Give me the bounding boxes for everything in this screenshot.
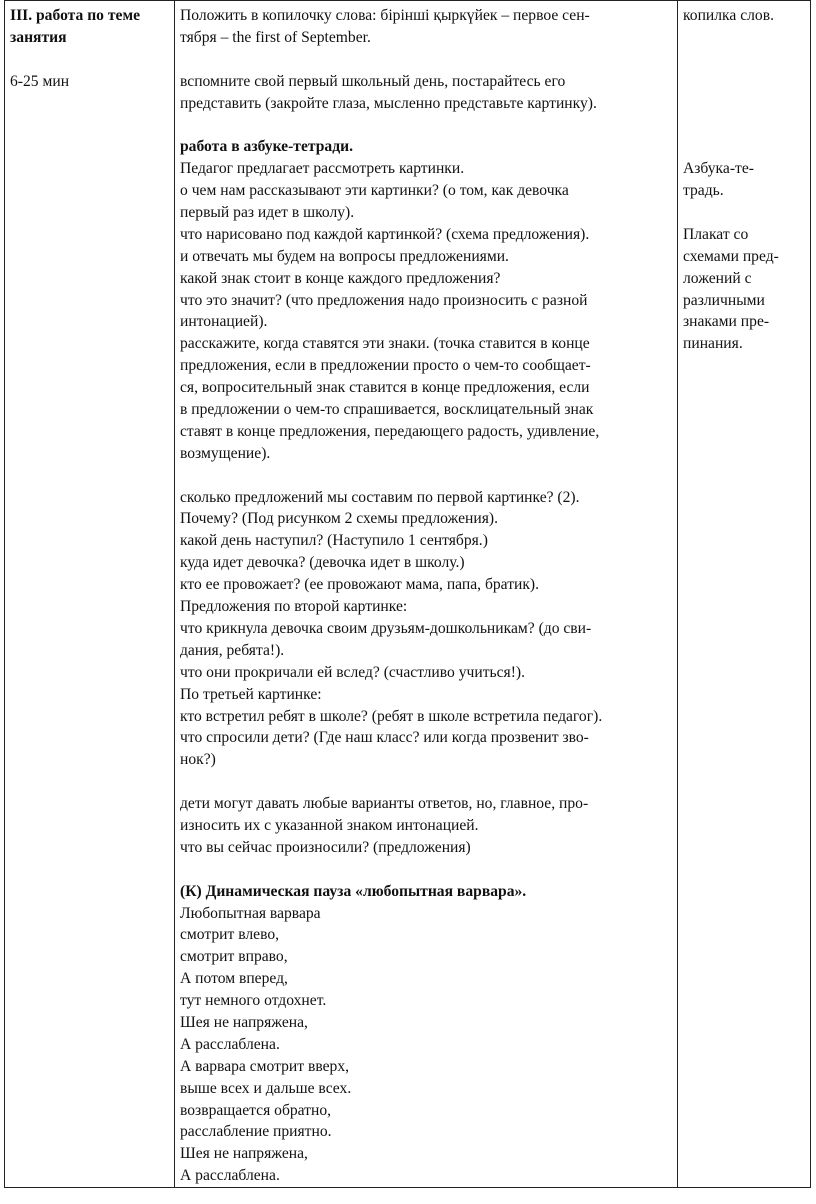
content-line: о чем нам рассказывают эти картинки? (о том, как девочка <box>180 182 569 200</box>
content-line: представить (закройте глаза, мысленно представьте картинку). <box>180 94 597 112</box>
stage-cell <box>5 1 175 1188</box>
blank-line <box>683 136 805 158</box>
content-line: что это значит? (что предложения надо произносить с разной <box>180 291 588 309</box>
resource-line: ложений с <box>683 269 752 287</box>
blank-line <box>180 771 672 793</box>
spacer <box>10 49 169 71</box>
content-line: возвращается обратно, <box>180 1101 332 1119</box>
resource-line: различными <box>683 291 765 309</box>
content-line: возмущение). <box>180 444 271 462</box>
content-line: предложения, если в предложении просто о чем-то сообщает- <box>180 357 591 375</box>
content-line: вспомните свой первый школьный день, постарайтесь его <box>180 72 566 90</box>
content-line: А потом вперед, <box>180 970 288 988</box>
lesson-plan-table <box>4 0 811 1188</box>
blank-line <box>683 27 805 49</box>
content-line: что крикнула девочка своим друзьям-дошкольникам? (до сви- <box>180 619 592 637</box>
content-line: первый раз идет в школу). <box>180 204 355 222</box>
content-line: интонацией). <box>180 313 268 331</box>
content-line: и отвечать мы будем на вопросы предложениями. <box>180 247 509 265</box>
blank-line <box>683 114 805 136</box>
content-line: что спросили дети? (Где наш класс? или когда прозвенит зво- <box>180 729 589 747</box>
resource-line: пинания. <box>683 335 743 353</box>
content-line: дания, ребята!). <box>180 641 285 659</box>
blank-line <box>180 49 672 71</box>
content-line: А расслаблена. <box>180 1035 280 1053</box>
content-line: расскажите, когда ставятся эти знаки. (точка ставится в конце <box>180 335 590 353</box>
content-line: ся, вопросительный знак ставится в конце предложения, если <box>180 379 590 397</box>
content-line: дети могут давать любые варианты ответов, но, главное, про- <box>180 795 589 813</box>
content-line: расслабление приятно. <box>180 1123 332 1141</box>
content-line: Положить в копилочку слова: бірінші қыркүйек – первое сен- <box>180 7 590 24</box>
content-line: что они прокричали ей вслед? (счастливо учиться!). <box>180 663 526 681</box>
content-line: кто встретил ребят в школе? (ребят в школе встретила педагог). <box>180 707 603 725</box>
content-line: что вы сейчас произносили? (предложения) <box>180 838 471 856</box>
content-line: (К) Динамическая пауза «любопытная варвара». <box>180 882 527 900</box>
blank-line <box>180 465 672 487</box>
content-line: Педагог предлагает рассмотреть картинки. <box>180 160 465 178</box>
content-line: работа в азбуке-тетради. <box>180 138 353 156</box>
content-line: Шея не напряжена, <box>180 1145 308 1163</box>
resource-line: Азбука-те- <box>683 160 754 178</box>
content-line: выше всех и дальше всех. <box>180 1079 352 1097</box>
resource-line: Плакат со <box>683 225 749 243</box>
content-line: какой день наступил? (Наступило 1 сентября.) <box>180 532 488 550</box>
resource-line: знаками пре- <box>683 313 770 331</box>
resource-line: копилка слов. <box>683 7 774 24</box>
content-line: Предложения по второй картинке: <box>180 598 408 616</box>
resources-cell <box>678 1 811 1188</box>
content-line: какой знак стоит в конце каждого предложения? <box>180 269 501 287</box>
stage-title-line-1: III. работа по теме <box>10 7 141 24</box>
blank-line <box>683 71 805 93</box>
content-cell <box>175 1 678 1188</box>
stage-title-line-2: занятия <box>10 28 67 46</box>
blank-line <box>180 114 672 136</box>
blank-line <box>683 49 805 71</box>
blank-line <box>683 93 805 115</box>
table-row <box>5 1 811 1188</box>
content-line: износить их с указанной знаком интонацией. <box>180 816 479 834</box>
content-line: сколько предложений мы составим по первой картинке? (2). <box>180 488 580 506</box>
content-line: тября – the first of September. <box>180 28 371 46</box>
blank-line <box>683 202 805 224</box>
content-line: А варвара смотрит вверх, <box>180 1057 350 1075</box>
blank-line <box>180 859 672 881</box>
stage-duration: 6-25 мин <box>10 72 70 90</box>
content-line: ставят в конце предложения, передающего радость, удивление, <box>180 422 600 440</box>
content-line: смотрит вправо, <box>180 948 288 966</box>
content-line: куда идет девочка? (девочка идет в школу.) <box>180 554 465 572</box>
content-line: Любопытная варвара <box>180 904 321 922</box>
content-line: По третьей картинке: <box>180 685 322 703</box>
content-line: Шея не напряжена, <box>180 1013 308 1031</box>
content-line: тут немного отдохнет. <box>180 992 327 1010</box>
content-line: смотрит влево, <box>180 926 280 944</box>
resource-line: традь. <box>683 182 724 200</box>
content-line: А расслаблена. <box>180 1167 280 1185</box>
content-line: Почему? (Под рисунком 2 схемы предложения). <box>180 510 498 528</box>
resource-line: схемами пред- <box>683 247 779 265</box>
content-line: кто ее провожает? (ее провожают мама, папа, братик). <box>180 576 540 594</box>
content-line: нок?) <box>180 751 216 769</box>
content-line: что нарисовано под каждой картинкой? (схема предложения). <box>180 225 590 243</box>
document-page <box>4 0 812 1184</box>
content-line: в предложении о чем-то спрашивается, восклицательный знак <box>180 401 594 419</box>
